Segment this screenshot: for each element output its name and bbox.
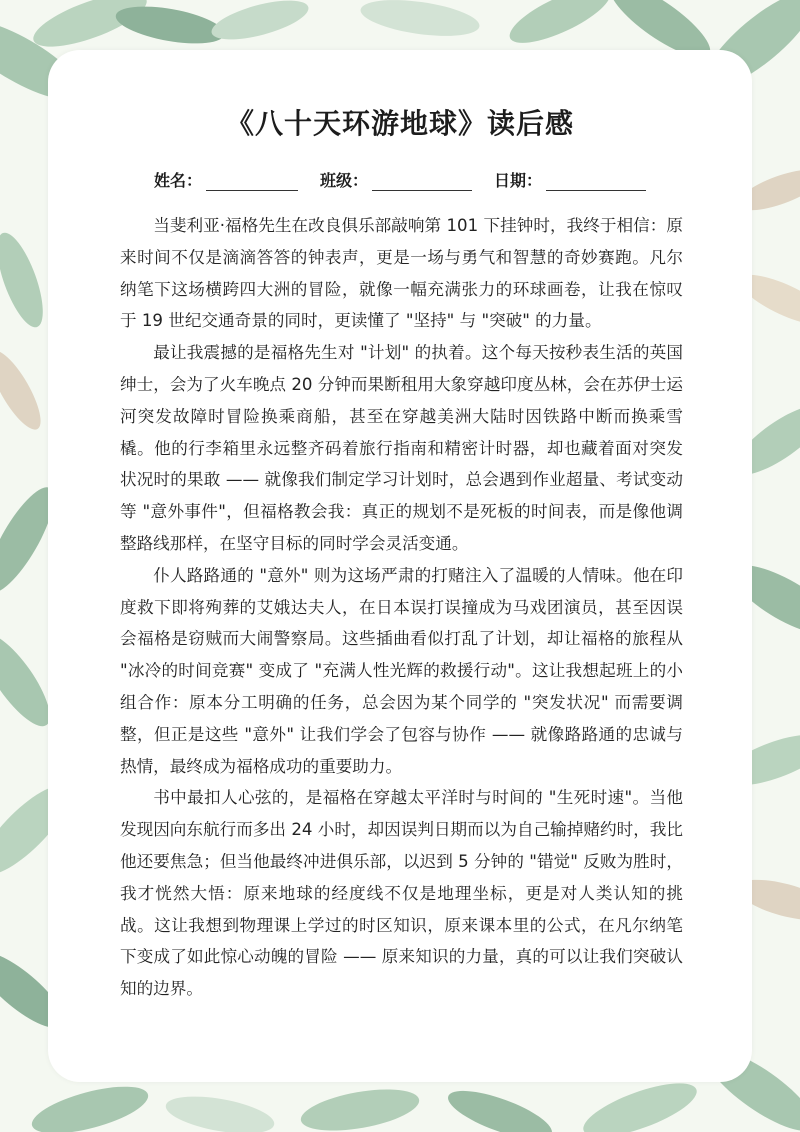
class-label: 班级：	[319, 171, 368, 190]
page-title: 《八十天环游地球》读后感	[225, 107, 574, 140]
essay-body	[120, 210, 683, 1005]
paragraph: 当斐利亚·福格先生在改良俱乐部敲响第 101 下挂钟时，我终于相信：原来时间不仅是滴滴答答的钟表声，更是一场与勇气和智慧的奇妙赛跑。凡尔纳笔下这场横跨四大洲的冒险，就像一幅充满张力的环球画卷，让我在惊叹于 19 世纪交通奇景的同时，更读懂了 "坚持" 与 "突破" 的力量。	[120, 216, 683, 331]
paragraph: 书中最扣人心弦的，是福格在穿越太平洋时与时间的 "生死时速"。当他发现因向东航行而多出 24 小时，却因误判日期而以为自己输掉赌约时，我比他还要焦急；但当他最终冲进俱乐部，以迟到 5 分钟的 "错觉" 反败为胜时，我才恍然大悟：原来地球的经度线不仅是地理坐标，更是对人类认知的挑战。这让我想到物理课上学过的时区知识，原来课本里的公式，在凡尔纳笔下变成了如此惊心动魄的冒险 —— 原来知识的力量，真的可以让我们突破认知的边界。	[120, 788, 683, 999]
date-field	[494, 168, 646, 191]
class-blank-line[interactable]	[372, 172, 472, 191]
name-label: 姓名：	[153, 171, 202, 190]
student-info-row	[48, 168, 752, 191]
name-field	[154, 168, 298, 191]
paragraph: 仆人路路通的 "意外" 则为这场严肃的打赌注入了温暖的人情味。他在印度救下即将殉葬的艾娥达夫人，在日本误打误撞成为马戏团演员，甚至因误会福格是窃贼而大闹警察局。这些插曲看似打乱了计划，却让福格的旅程从 "冰冷的时间竞赛" 变成了 "充满人性光辉的救援行动"。这让我想起班上的小组合作：原本分工明确的任务，总会因为某个同学的 "突发状况" 而需要调整，但正是这些 "意外" 让我们学会了包容与协作 —— 就像路路通的忠诚与热情，最终成为福格成功的重要助力。	[120, 565, 683, 776]
date-blank-line[interactable]	[546, 172, 646, 191]
date-label: 日期：	[494, 171, 543, 190]
name-blank-line[interactable]	[206, 172, 298, 191]
paragraph: 最让我震撼的是福格先生对 "计划" 的执着。这个每天按秒表生活的英国绅士，会为了火车晚点 20 分钟而果断租用大象穿越印度丛林，会在苏伊士运河突发故障时冒险换乘商船，甚至在穿越美洲大陆时因铁路中断而换乘雪橇。他的行李箱里永远整齐码着旅行指南和精密计时器，却也藏着面对突发状况时的果敢 —— 就像我们制定学习计划时，总会遇到作业超量、考试变动等 "意外事件"，但福格教会我：真正的规划不是死板的时间表，而是像他调整路线那样，在坚守目标的同时学会灵活变通。	[120, 343, 683, 553]
class-field	[320, 168, 472, 191]
